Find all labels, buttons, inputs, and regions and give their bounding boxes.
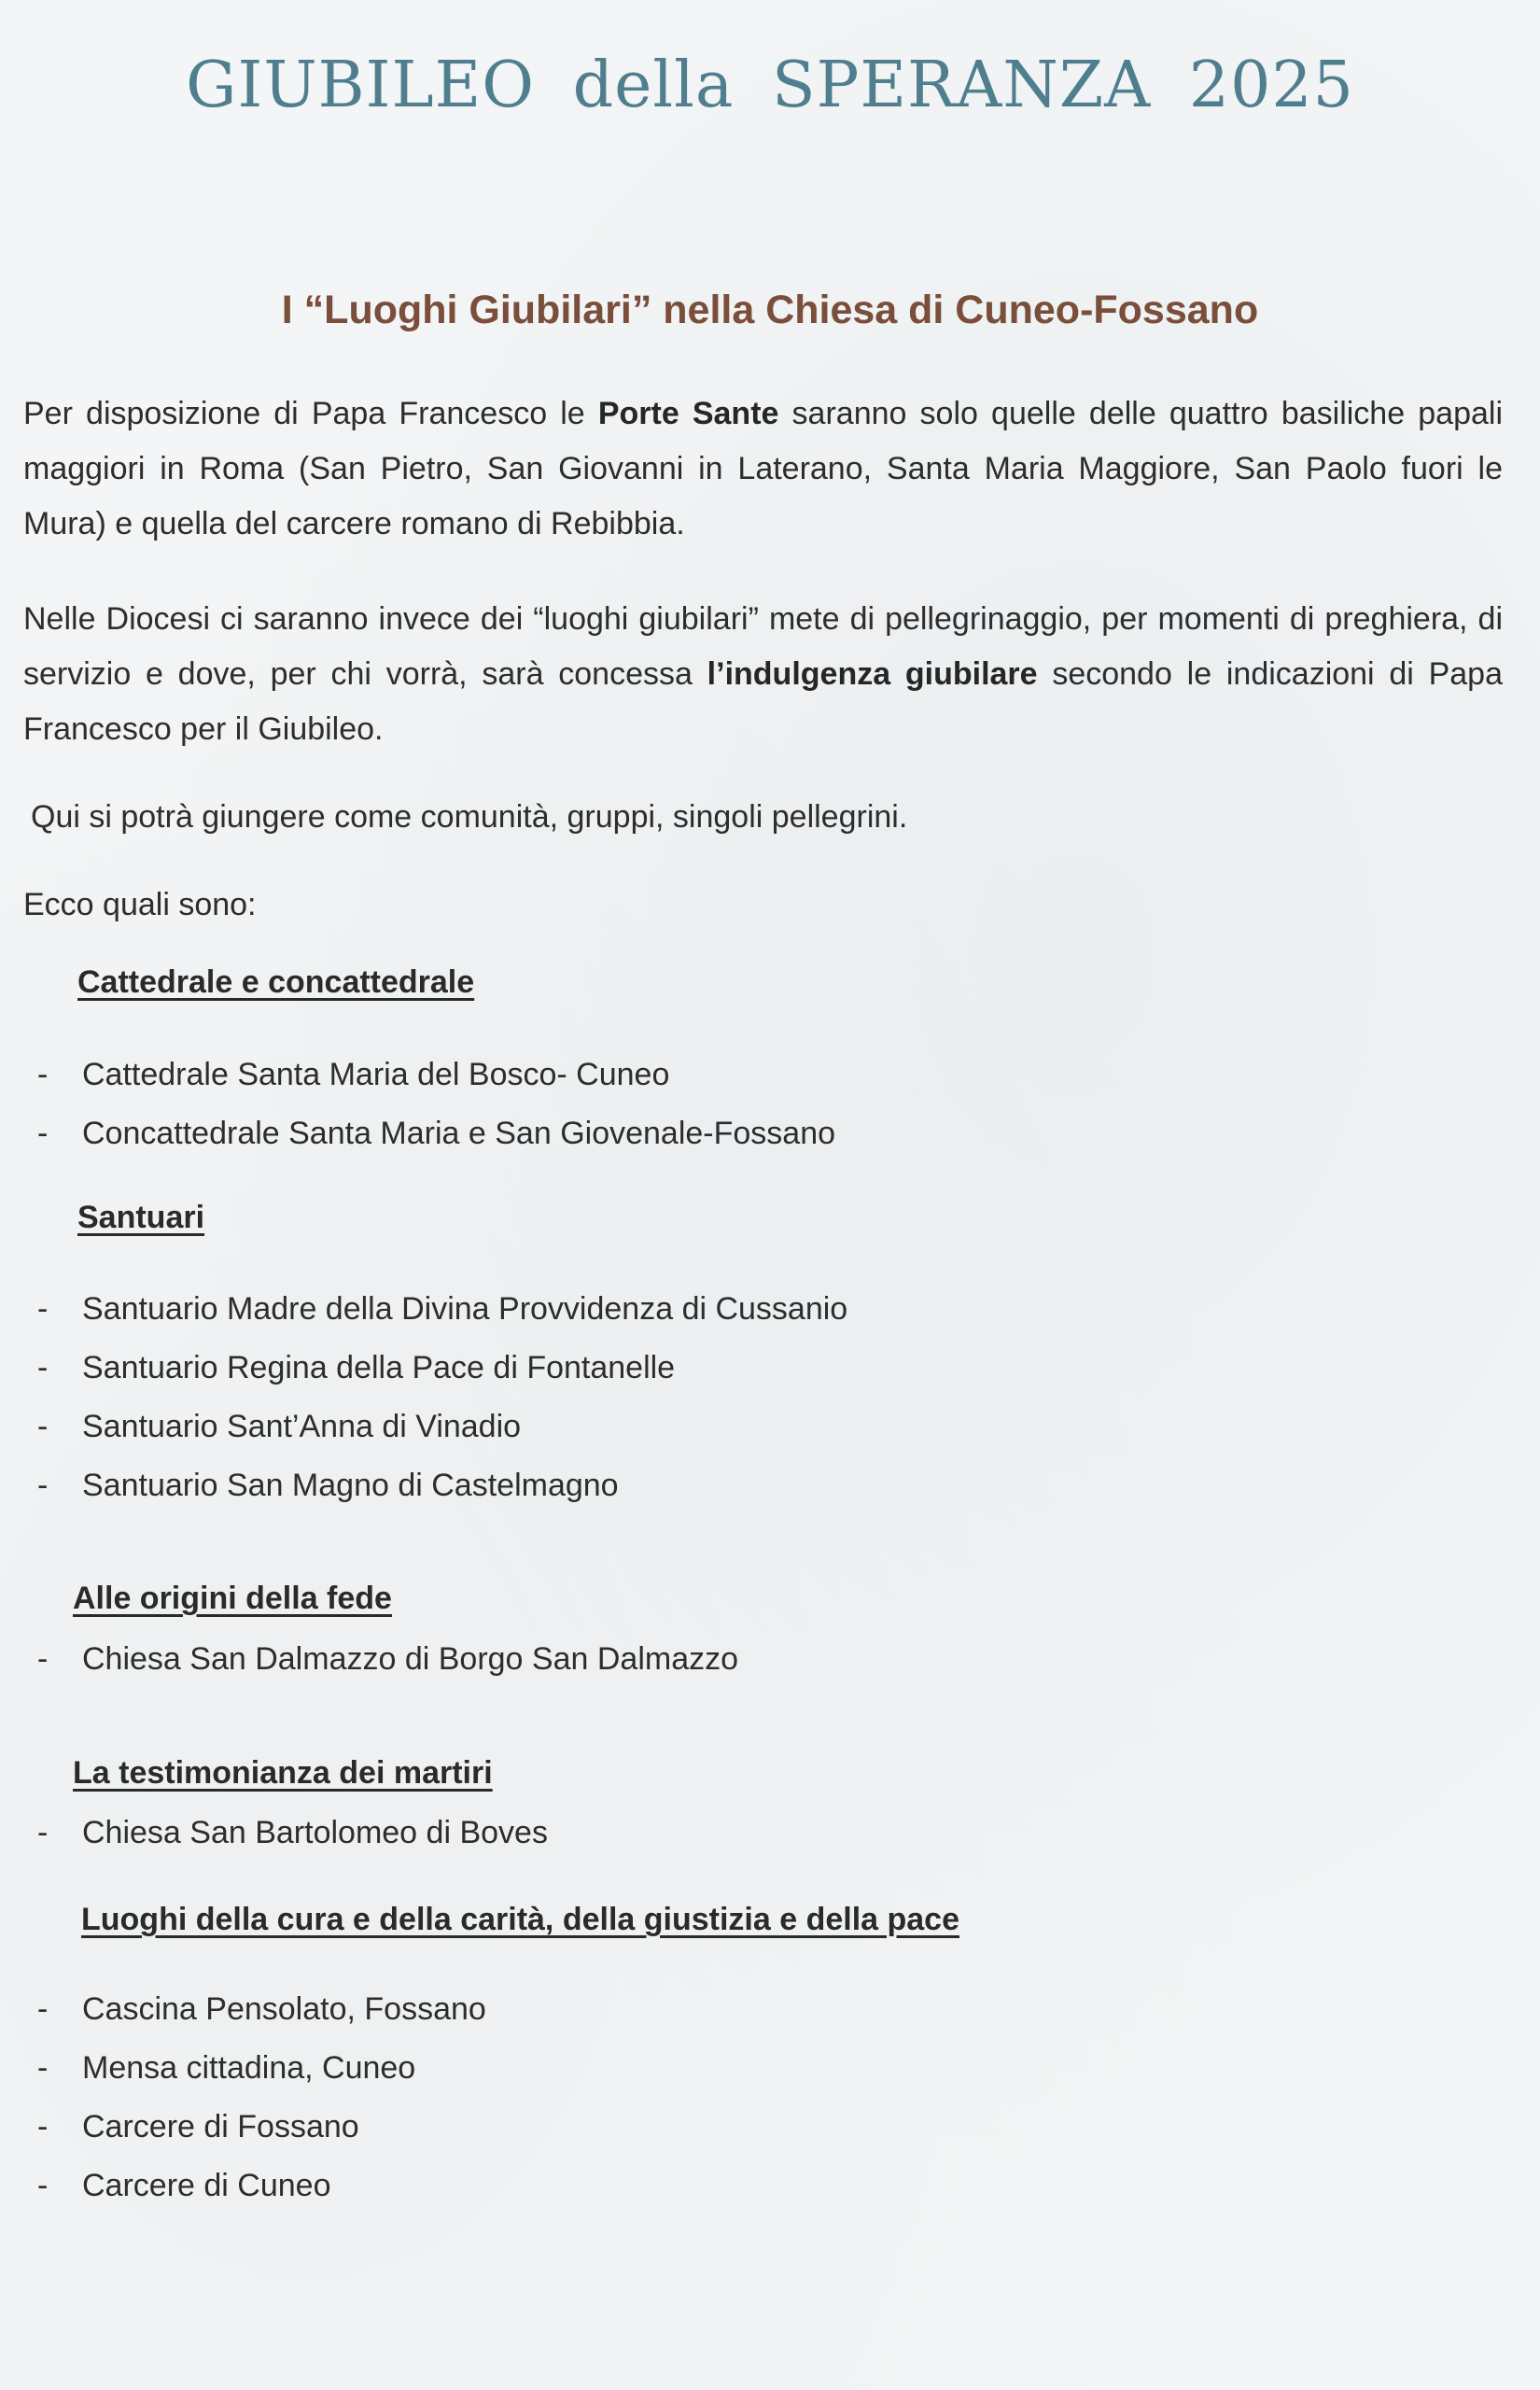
document-subtitle: I “Luoghi Giubilari” nella Chiesa di Cuneo-Fossano xyxy=(281,288,1259,332)
list-item xyxy=(37,1046,835,1104)
list-item xyxy=(37,1804,548,1863)
list-item xyxy=(37,1980,486,2039)
section-list-cattedrale xyxy=(37,1046,835,1163)
list-item xyxy=(37,1630,738,1689)
list-item-text: Carcere di Fossano xyxy=(82,2109,359,2144)
list-item-text: Mensa cittadina, Cuneo xyxy=(82,2050,416,2086)
list-item xyxy=(37,1104,835,1163)
section-list-santuari xyxy=(37,1280,847,1515)
dash-bullet-icon: - xyxy=(37,1116,49,1151)
dash-bullet-icon: - xyxy=(37,1991,49,2027)
dash-bullet-icon: - xyxy=(37,2109,49,2144)
dash-bullet-icon: - xyxy=(37,1815,49,1850)
document-title: GIUBILEO della SPERANZA 2025 xyxy=(186,49,1354,122)
paragraph-text: secondo le indicazioni di Papa Francesco per il Giubileo. xyxy=(23,656,1503,747)
list-item xyxy=(37,1398,847,1456)
section-heading-cattedrale: Cattedrale e concattedrale xyxy=(77,964,475,1000)
list-item-text: Santuario Madre della Divina Provvidenza di Cussanio xyxy=(82,1291,848,1327)
list-item xyxy=(37,1280,847,1339)
paragraph-porte-sante xyxy=(23,387,1503,552)
dash-bullet-icon: - xyxy=(37,1057,49,1092)
list-item xyxy=(37,2039,486,2098)
paragraph-text: Per disposizione di Papa Francesco le xyxy=(23,396,598,431)
section-heading-origini-fede: Alle origini della fede xyxy=(73,1581,392,1616)
list-item xyxy=(37,1456,847,1515)
list-item xyxy=(37,2157,486,2215)
paragraph-ecco-quali-sono: Ecco quali sono: xyxy=(23,887,257,922)
bold-phrase-indulgenza: l’indulgenza giubilare xyxy=(707,656,1038,692)
paragraph-text: saranno solo quelle delle quattro basiliche papali maggiori in Roma (San Pietro, San Giovanni in Laterano, Santa Maria Maggiore, San Paolo fuori le Mura) e quella del carcere romano di Rebibbia. xyxy=(23,396,1503,541)
section-heading-santuari: Santuari xyxy=(77,1200,205,1235)
list-item xyxy=(37,2098,486,2157)
paragraph-pellegrini: Qui si potrà giungere come comunità, gruppi, singoli pellegrini. xyxy=(31,799,908,835)
list-item-text: Concattedrale Santa Maria e San Giovenale-Fossano xyxy=(82,1116,836,1151)
dash-bullet-icon: - xyxy=(37,2168,49,2203)
list-item-text: Cascina Pensolato, Fossano xyxy=(82,1991,486,2027)
dash-bullet-icon: - xyxy=(37,2050,49,2086)
paragraph-text: Nelle Diocesi ci saranno invece dei “luoghi giubilari” mete di pellegrinaggio, per momenti di preghiera, di servizio e dove, per chi vorrà, sarà concessa xyxy=(23,601,1503,692)
section-heading-cura-carita: Luoghi della cura e della carità, della giustizia e della pace xyxy=(81,1902,959,1937)
list-item xyxy=(37,1339,847,1398)
section-list-origini-fede xyxy=(37,1630,738,1689)
section-heading-martiri: La testimonianza dei martiri xyxy=(73,1755,493,1791)
bold-phrase-porte-sante: Porte Sante xyxy=(597,396,779,431)
dash-bullet-icon: - xyxy=(37,1350,49,1385)
list-item-text: Chiesa San Bartolomeo di Boves xyxy=(82,1815,548,1850)
list-item-text: Chiesa San Dalmazzo di Borgo San Dalmazzo xyxy=(82,1641,739,1677)
paragraph-luoghi-giubilari xyxy=(23,592,1503,757)
list-item-text: Carcere di Cuneo xyxy=(82,2168,331,2203)
dash-bullet-icon: - xyxy=(37,1409,49,1444)
dash-bullet-icon: - xyxy=(37,1641,49,1677)
section-list-cura-carita xyxy=(37,1980,486,2215)
section-list-martiri xyxy=(37,1804,548,1863)
list-item-text: Cattedrale Santa Maria del Bosco- Cuneo xyxy=(82,1057,670,1092)
list-item-text: Santuario Regina della Pace di Fontanelle xyxy=(82,1350,676,1385)
list-item-text: Santuario San Magno di Castelmagno xyxy=(82,1468,619,1503)
dash-bullet-icon: - xyxy=(37,1291,49,1327)
list-item-text: Santuario Sant’Anna di Vinadio xyxy=(82,1409,522,1444)
dash-bullet-icon: - xyxy=(37,1468,49,1503)
